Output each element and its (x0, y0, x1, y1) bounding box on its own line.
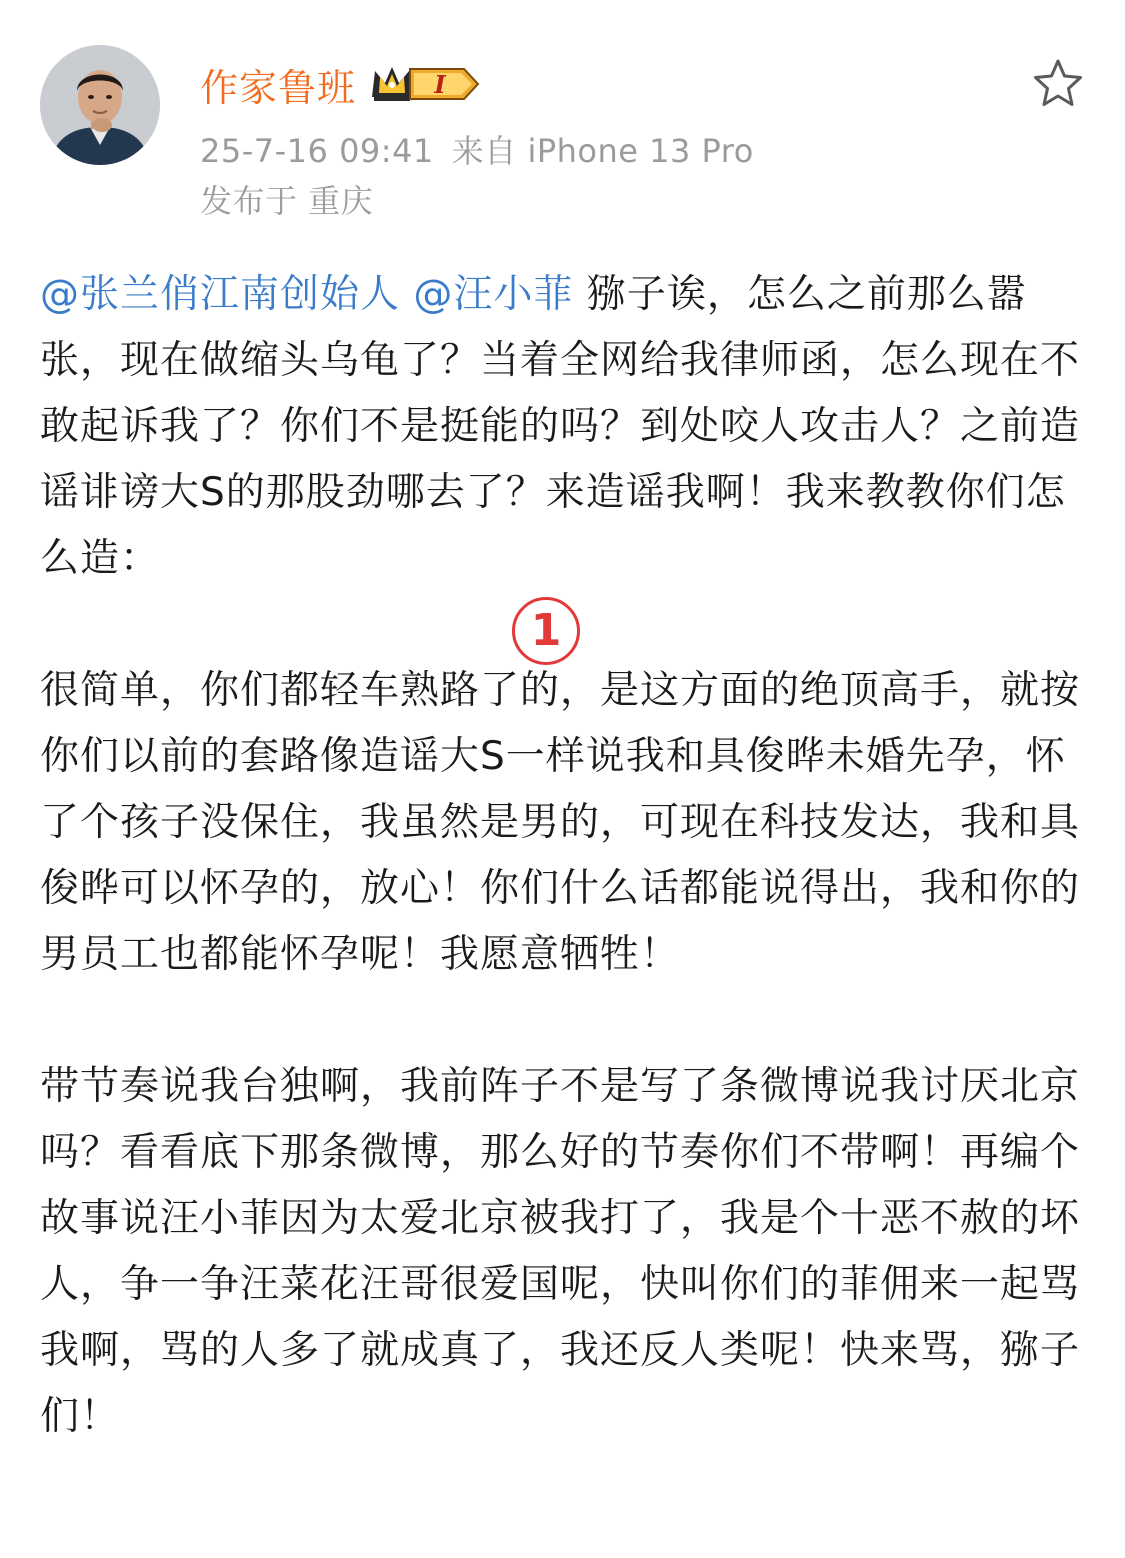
annotation-marker: 1 (512, 597, 580, 665)
post-paragraph: 很简单，你们都轻车熟路了的，是这方面的绝顶高手，就按你们以前的套路像造谣大S一样说我和具俊晔未婚先孕，怀了个孩子没保住，我虽然是男的，可现在科技发达，我和具俊晔可以怀孕的，放心！你们什么话都能说得出，我和你的男员工也都能怀孕呢！我愿意牺牲！ (40, 668, 1081, 977)
post-header (0, 0, 1125, 240)
post-paragraph: 带节奏说我台独啊，我前阵子不是写了条微博说我讨厌北京吗？看看底下那条微博，那么好的节奏你们不带啊！再编个故事说汪小菲因为太爱北京被我打了，我是个十恶不赦的坏人，争一争汪菜花汪哥很爱国呢，快叫你们的菲佣来一起骂我啊，骂的人多了就成真了，我还反人类呢！快来骂，猕子们！ (40, 1064, 1081, 1439)
favorite-button[interactable] (1030, 56, 1086, 112)
paragraph-text: 猕子诶，怎么之前那么嚣张，现在做缩头乌龟了？当着全网给我律师函，怎么现在不敢起诉我了？你们不是挺能的吗？到处咬人攻击人？之前造谣诽谤大S的那股劲哪去了？来造谣我啊！我来教教你们怎么造： (40, 272, 1081, 581)
post-meta (200, 126, 754, 172)
mention-link[interactable]: @汪小菲 (413, 272, 574, 317)
post-source: 来自 iPhone 13 Pro (451, 132, 754, 170)
avatar[interactable] (40, 45, 160, 165)
post-location: 发布于 重庆 (200, 182, 374, 220)
vip-badge[interactable] (370, 63, 482, 105)
avatar-photo-icon (40, 45, 160, 165)
author-row (200, 56, 482, 112)
mention-link[interactable]: @张兰俏江南创始人 (40, 272, 401, 317)
crown-icon (370, 63, 482, 105)
post-paragraph (40, 262, 1085, 592)
vip-level: I (434, 70, 446, 99)
author-name[interactable]: 作家鲁班 (200, 65, 357, 110)
post-time: 25-7-16 09:41 (200, 132, 434, 170)
star-outline-icon (1030, 56, 1086, 112)
post-body (40, 262, 1085, 1450)
